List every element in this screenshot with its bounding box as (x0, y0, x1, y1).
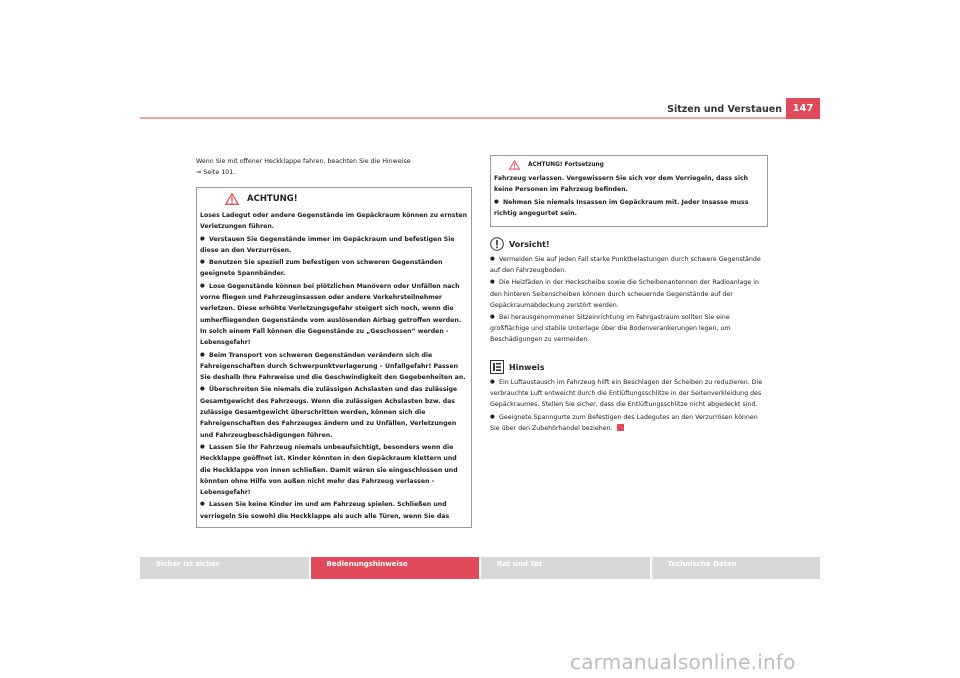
warning-bullet: ● Lose Gegenstände können bei plötzlichen Manövern oder Unfällen nach vorne fliegen und Fahrzeuginsassen oder andere Verkehrsteilnehmer verletzen. Diese erhöhte Verletzungsgefahr steigert sich noch, wenn die umherfliegenden Gegenstände vom auslösenden Airbag getroffen werden. In solch einem Fall können die Gegenstände zu „Geschossen“ werden - Lebensgefahr! (200, 281, 468, 349)
hint-header (490, 357, 768, 377)
caution-section (490, 234, 768, 347)
end-of-section-marker-icon (617, 424, 624, 431)
warning-continued-title: ACHTUNG! Fortsetzung (528, 161, 604, 168)
caution-item: ● Bei herausgenommener Sitzeinrichtung im Fahrgastraum sollten Sie eine großflächige und stabile Unterlage über die Bodenverankerungen legen, um Beschädigungen zu vermeiden. (490, 312, 768, 346)
warning-bullet: ● Lassen Sie Ihr Fahrzeug niemals unbeaufsichtigt, besonders wenn die Heckklappe geöffnet ist. Kinder könnten in den Gepäckraum klettern und die Heckklappe von innen schließen. Damit wären sie eingeschlossen und könnten ohne Hilfe von außen nicht mehr das Fahrzeug verlassen - Lebensgefahr! (200, 442, 468, 498)
intro-page-ref[interactable]: ⇒ Seite 101. (196, 169, 236, 177)
warning-body (197, 210, 471, 526)
intro-text (196, 156, 466, 178)
warning-bullet: ● Verstauen Sie Gegenstände immer im Gepäckraum und befestigen Sie diese an den Verzurrösen. (200, 234, 468, 257)
header-rule (140, 117, 820, 119)
warning-header (197, 188, 471, 210)
hint-item (490, 412, 768, 434)
warning-paragraph: Loses Ladegut oder andere Gegenstände im Gepäckraum können zu ernsten Verletzungen führen. (200, 212, 468, 231)
watermark: carmanualsonline.info (570, 650, 796, 674)
section-title: Sitzen und Verstauen (667, 104, 782, 115)
warning-bullet: ● Überschreiten Sie niemals die zulässigen Achslasten und das zulässige Gesamtgewicht des Fahrzeugs. Wenn die zulässigen Achslasten bzw. das zulässige Gesamtgewicht überschritten werden, können sich die Fahreigenschaften des Fahrzeuges ändern und zu Unfällen, Verletzungen und Fahrzeugbeschädigungen führen. (200, 384, 468, 440)
footer-tab-technical-data[interactable]: Technische Daten (652, 557, 821, 579)
intro-sentence: Wenn Sie mit offener Heckklappe fahren, beachten Sie die Hinweise (196, 158, 411, 165)
warning-paragraph: Fahrzeug verlassen. Vergewissern Sie sich vor dem Verriegeln, dass sich keine Personen im Fahrzeug befinden. (494, 175, 749, 194)
warning-continued-header (491, 156, 767, 173)
warning-triangle-icon (225, 193, 239, 205)
caution-item: ● Vermeiden Sie auf jeden Fall starke Punktbelastungen durch schwere Gegenstände auf den Fahrzeugboden. (490, 254, 768, 276)
footer-tab-advice[interactable]: Rat und Tat (481, 557, 650, 579)
hint-section (490, 357, 768, 435)
caution-item: ● Die Heizfäden in der Heckscheibe sowie die Scheibenantennen der Radioanlage in den hinteren Seitenscheiben können durch scheuernde Gegenstände auf der Gepäckraumabdeckung zerstört werden. (490, 277, 768, 311)
caution-header (490, 234, 768, 254)
page-number: 147 (786, 98, 820, 119)
caution-title: Vorsicht! (509, 239, 550, 249)
hint-item-text: Geeignete Spanngurte zum Befestigen des Ladegutes an den Verzurrösen können Sie über den Zubehörhandel beziehen. (490, 413, 758, 432)
caution-exclamation-icon (490, 237, 504, 251)
hint-note-icon (490, 360, 504, 374)
hint-title: Hinweis (509, 362, 545, 372)
warning-continued-box (490, 155, 768, 227)
footer-nav (140, 557, 820, 579)
warning-continued-body (491, 173, 767, 223)
warning-bullet: ● Beim Transport von schweren Gegenständen verändern sich die Fahreigenschaften durch Schwerpunktverlagerung – Unfallgefahr! Passen Sie deshalb Ihre Fahrweise und die Geschwindigkeit den Gegebenheiten an. (200, 350, 468, 384)
warning-box (196, 187, 472, 528)
footer-tab-safety[interactable]: Sicher ist sicher (140, 557, 309, 579)
warning-title: ACHTUNG! (247, 194, 298, 204)
warning-bullet: ● Nehmen Sie niemals Insassen im Gepäckraum mit. Jeder Insasse muss richtig angegurtet sein. (494, 197, 764, 220)
footer-tab-operation[interactable]: Bedienungshinweise (311, 557, 480, 579)
warning-triangle-icon (509, 160, 520, 170)
hint-item: ● Ein Luftaustausch im Fahrzeug hilft ein Beschlagen der Scheiben zu reduzieren. Die verbrauchte Luft entweicht durch die Entlüftungsschlitze in der Seitenverkleidung des Gepäckraumes. Stellen Sie sicher, dass die Entlüftungsschlitze nicht abgedeckt sind. (490, 377, 768, 411)
warning-bullet: ● Lassen Sie keine Kinder im und am Fahrzeug spielen. Schließen und verriegeln Sie sowohl die Heckklappe als auch alle Türen, wenn Sie das (200, 499, 468, 522)
warning-bullet: ● Benutzen Sie speziell zum befestigen von schweren Gegenständen geeignete Spannbänder. (200, 257, 468, 280)
